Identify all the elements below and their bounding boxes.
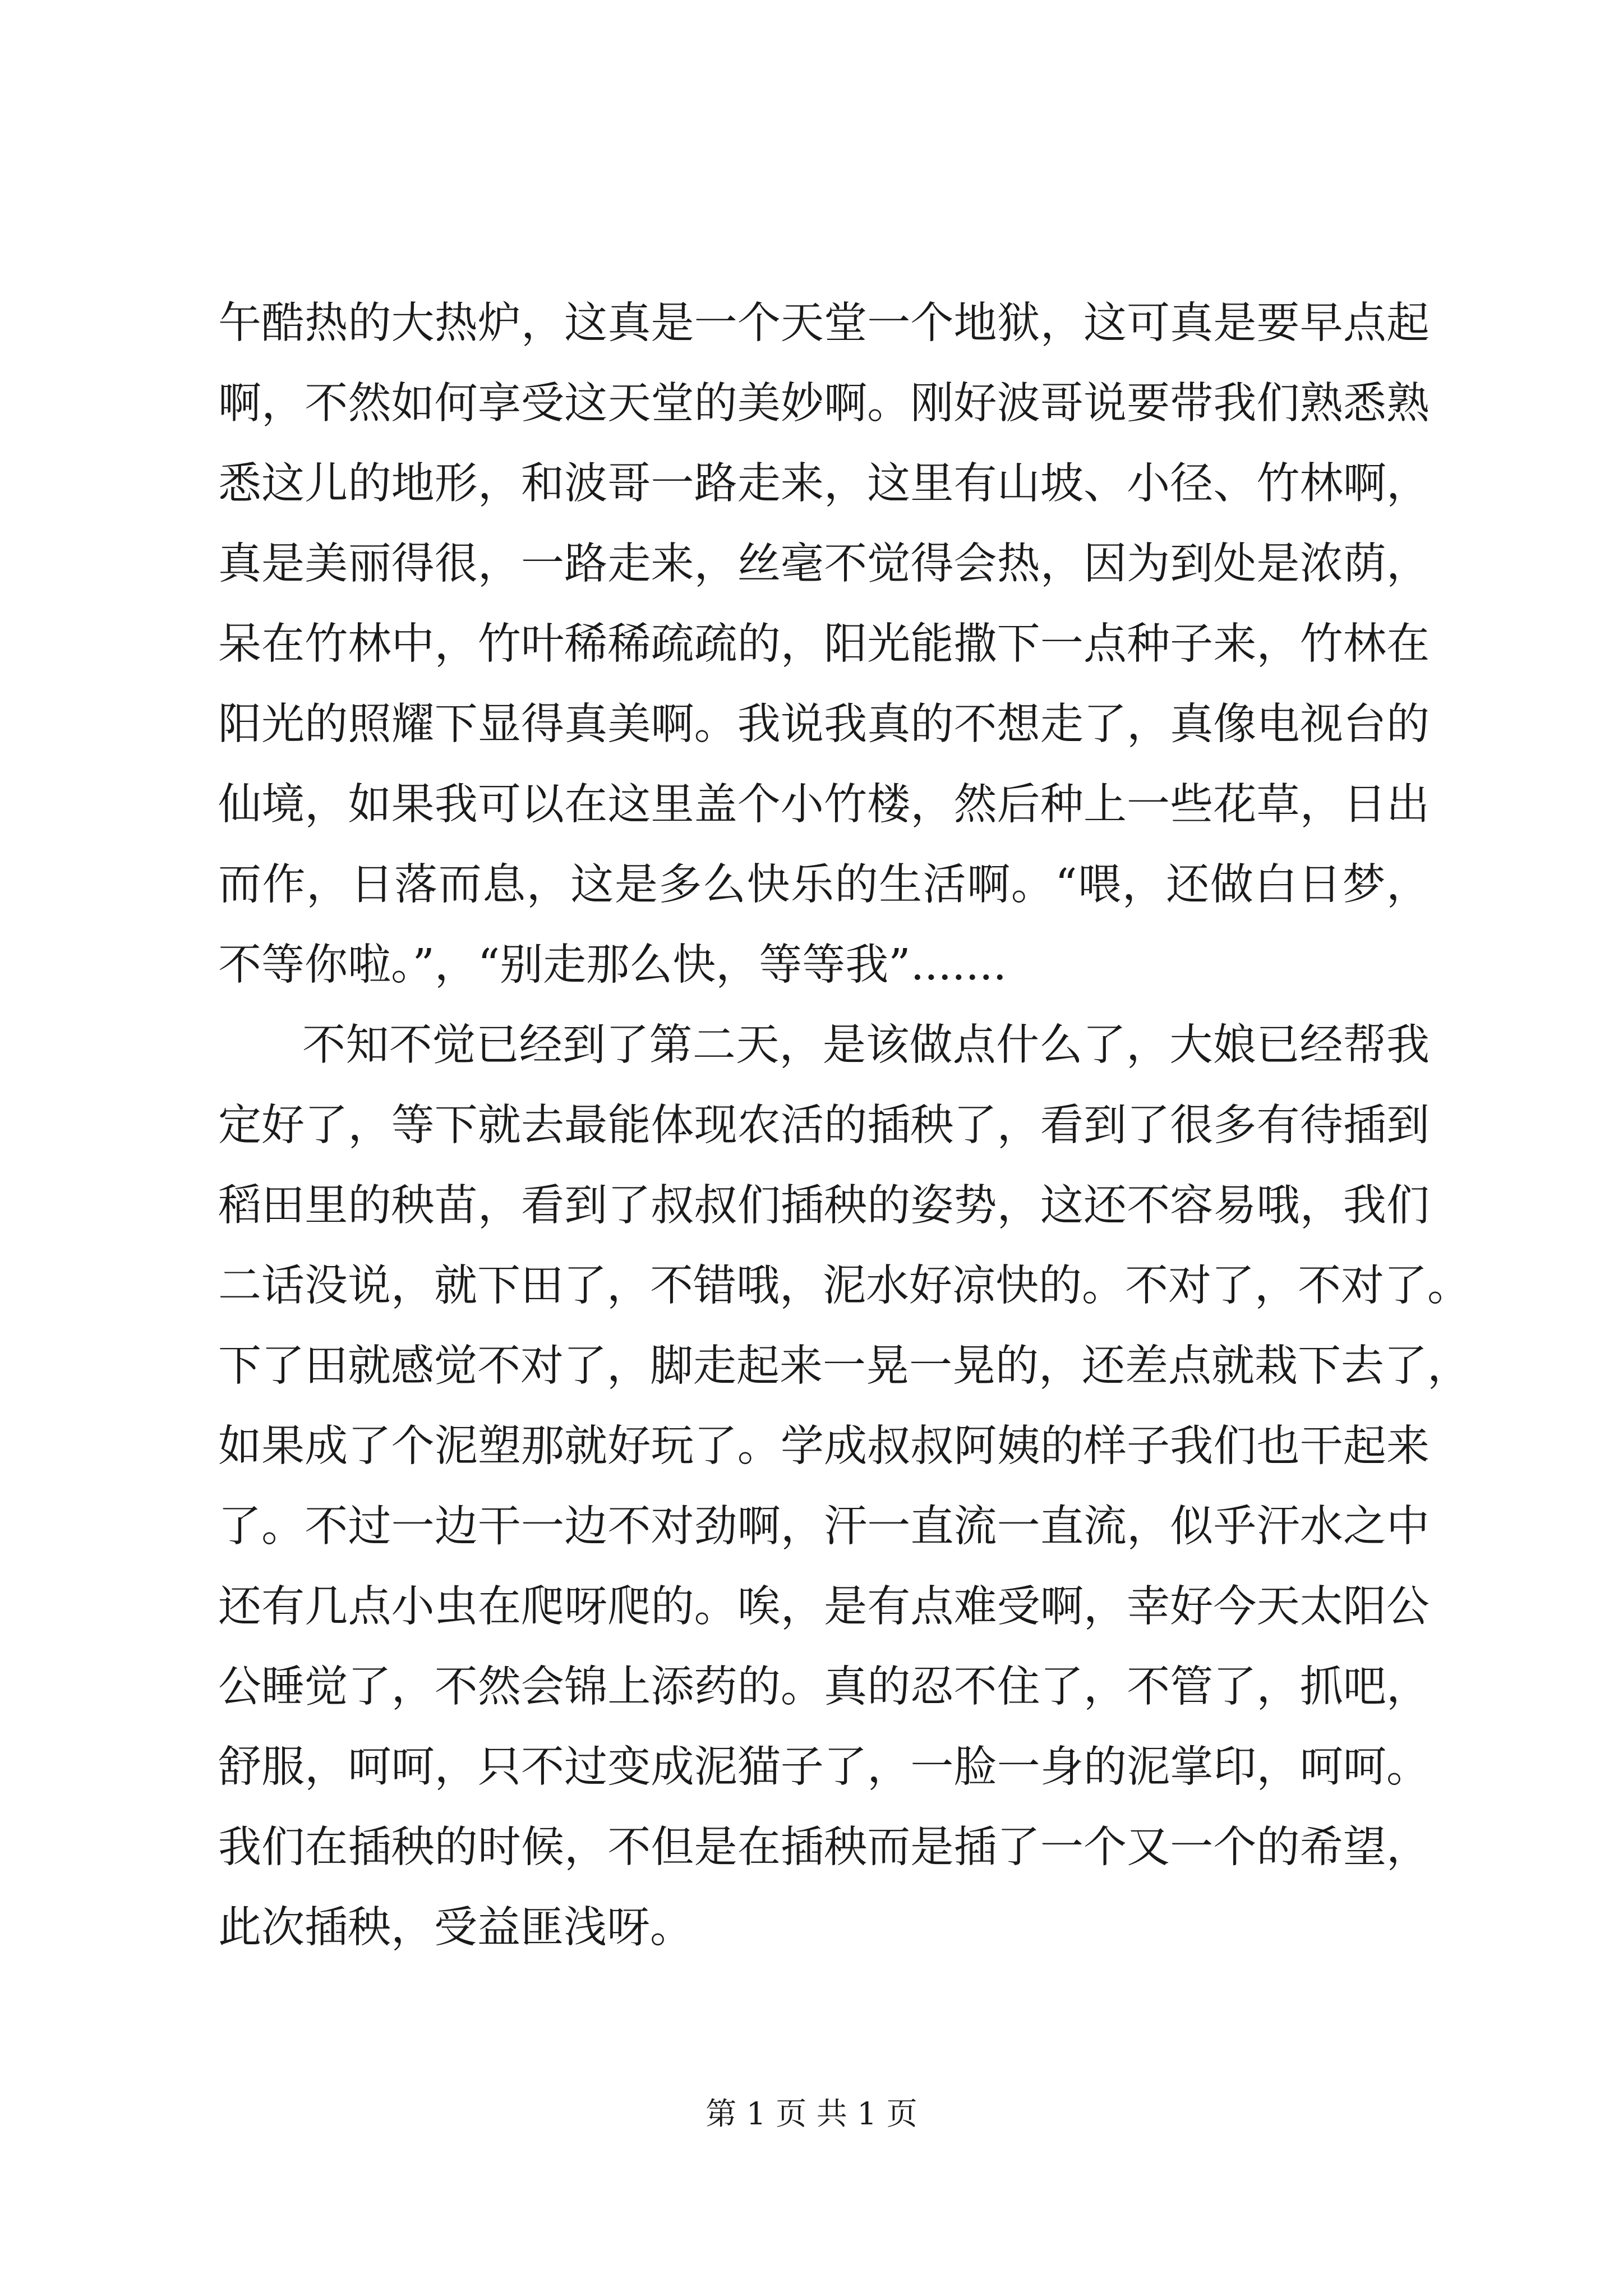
text-line: 仙境，如果我可以在这里盖个小竹楼，然后种上一些花草，日出 — [218, 780, 1430, 830]
page-number: 第 1 页 共 1 页 — [706, 2096, 917, 2132]
text-line: 还有几点小虫在爬呀爬的。唉，是有点难受啊，幸好今天太阳公 — [218, 1582, 1430, 1632]
text-line: 舒服，呵呵，只不过变成泥猫子了，一脸一身的泥掌印，呵呵。 — [218, 1742, 1430, 1792]
text-line: 而作，日落而息，这是多么快乐的生活啊。“喂，还做白日梦， — [218, 860, 1430, 910]
text-line: 我们在插秧的时候，不但是在插秧而是插了一个又一个的希望， — [218, 1823, 1430, 1872]
text-line: 如果成了个泥塑那就好玩了。学成叔叔阿姨的样子我们也干起来 — [218, 1421, 1430, 1471]
text-line: 二话没说，就下田了，不错哦，泥水好凉快的。不对了，不对了。 — [218, 1261, 1470, 1311]
text-line: 了。不过一边干一边不对劲啊，汗一直流一直流，似乎汗水之中 — [218, 1502, 1430, 1552]
page-footer — [0, 2091, 1623, 2136]
paragraph-2 — [218, 1005, 1470, 1968]
text-line: 不知不觉已经到了第二天，是该做点什么了，大娘已经帮我 — [302, 1020, 1430, 1070]
text-line: 阳光的照耀下显得真美啊。我说我真的不想走了，真像电视台的 — [218, 700, 1430, 749]
text-line: 公睡觉了，不然会锦上添药的。真的忍不住了，不管了，抓吧， — [218, 1662, 1430, 1712]
text-line: 呆在竹林中，竹叶稀稀疏疏的，阳光能撒下一点种子来，竹林在 — [218, 619, 1430, 669]
text-line: 不等你啦。”，“别走那么快，等等我”....... — [218, 940, 1007, 990]
text-line: 悉这儿的地形，和波哥一路走来，这里有山坡、小径、竹林啊， — [218, 459, 1430, 509]
text-line: 真是美丽得很，一路走来，丝毫不觉得会热，因为到处是浓荫， — [218, 539, 1430, 589]
text-line: 啊，不然如何享受这天堂的美妙啊。刚好波哥说要带我们熟悉熟 — [218, 379, 1430, 429]
body-text — [218, 283, 1470, 1968]
text-line: 此次插秧，受益匪浅呀。 — [218, 1903, 693, 1953]
paragraph-1 — [218, 283, 1430, 1005]
text-line: 稻田里的秧苗，看到了叔叔们插秧的姿势，这还不容易哦，我们 — [218, 1181, 1430, 1231]
text-line: 定好了，等下就去最能体现农活的插秧了，看到了很多有待插到 — [218, 1101, 1430, 1151]
text-line: 下了田就感觉不对了，脚走起来一晃一晃的，还差点就栽下去了， — [218, 1341, 1470, 1391]
text-line: 午酷热的大热炉，这真是一个天堂一个地狱，这可真是要早点起 — [218, 298, 1430, 348]
